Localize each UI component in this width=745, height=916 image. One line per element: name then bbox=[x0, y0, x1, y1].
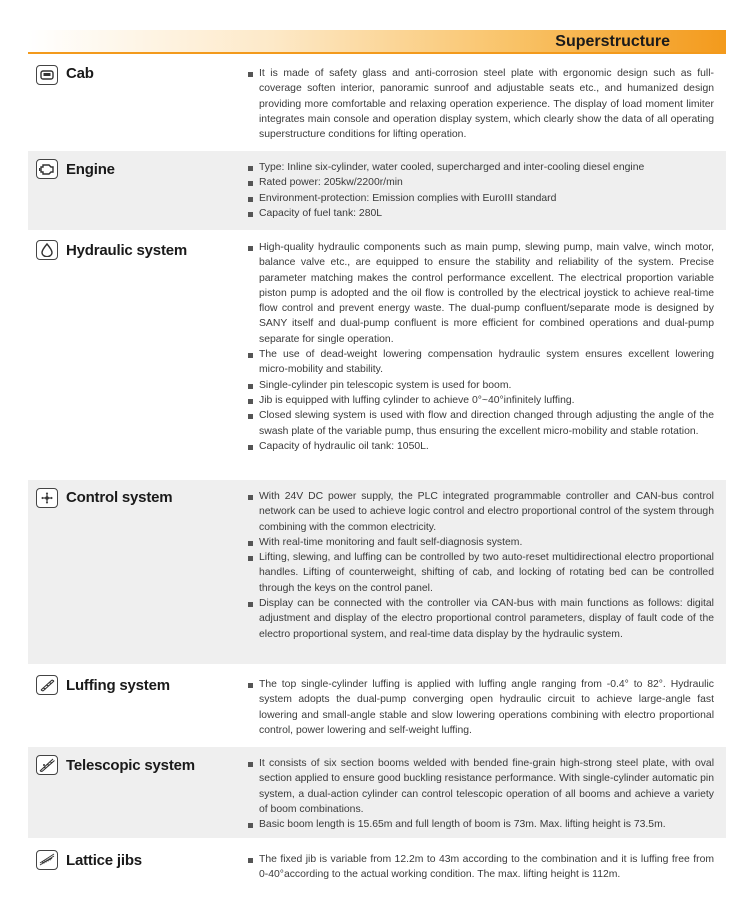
luffing-boom-icon bbox=[36, 675, 58, 695]
list-item: With 24V DC power supply, the PLC integrated programmable controller and CAN-bus control network can be used to achieve logic control and electro proportional control of the system through combining with the common electricity. bbox=[248, 489, 714, 535]
section-title: Cab bbox=[66, 65, 94, 82]
section-title: Engine bbox=[66, 161, 115, 178]
section-title: Luffing system bbox=[66, 677, 170, 694]
oil-drop-icon bbox=[36, 240, 58, 260]
section-hydraulic-system bbox=[28, 234, 726, 476]
section-title: Lattice jibs bbox=[66, 852, 142, 869]
list-item: The use of dead-weight lowering compensation hydraulic system ensures excellent lowering micro-mobility and stability. bbox=[248, 347, 714, 378]
list-item: Jib is equipped with luffing cylinder to achieve 0°~40°infinitely luffing. bbox=[248, 393, 714, 408]
bullet-list bbox=[248, 160, 714, 221]
bullet-list bbox=[248, 852, 714, 883]
list-item: It is made of safety glass and anti-corrosion steel plate with ergonomic design such as full-coverage soften interior, panoramic sunroof and adjustable seats etc., and humanized design providing more comfortable and relaxing operation experience. The display of load moment limiter integrates main console and operation display system, which clearly show the data of all operating superstructure conditions for lifting operation. bbox=[248, 66, 714, 142]
list-item: Capacity of fuel tank: 280L bbox=[248, 206, 714, 221]
bullet-list bbox=[248, 240, 714, 454]
list-item: Rated power: 205kw/2200r/min bbox=[248, 175, 714, 190]
section-header-bar bbox=[28, 30, 726, 54]
list-item: With real-time monitoring and fault self-diagnosis system. bbox=[248, 535, 714, 550]
list-item: It consists of six section booms welded with bended fine-grain high-strong steel plate, with oval section applied to ensure good buckling resistance performance. With single-cylinder automatic pin system, a dual-action cylinder can control telescopic operation of all booms and achieve a variety of boom combinations. bbox=[248, 756, 714, 817]
list-item: Basic boom length is 15.65m and full length of boom is 73m. Max. lifting height is 73.5m. bbox=[248, 817, 714, 832]
list-item: Display can be connected with the controller via CAN-bus with main functions as follows: digital adjustment and display of the electro proportional control parameters, display of fault code of the electro proportional system, and real-time data display by the hydraulic system. bbox=[248, 596, 714, 642]
telescopic-boom-icon bbox=[36, 755, 58, 775]
section-telescopic-system bbox=[28, 747, 726, 838]
list-item: Closed slewing system is used with flow and direction changed through adjusting the angle of the swash plate of the variable pump, thus ensuring the excellent micro-mobility and stable rotation. bbox=[248, 408, 714, 439]
bullet-list bbox=[248, 677, 714, 738]
section-cab bbox=[28, 58, 726, 146]
bullet-list bbox=[248, 489, 714, 642]
joystick-icon bbox=[36, 488, 58, 508]
bullet-list bbox=[248, 756, 714, 832]
bullet-list bbox=[248, 66, 714, 142]
page-title: Superstructure bbox=[555, 33, 670, 50]
list-item: Capacity of hydraulic oil tank: 1050L. bbox=[248, 439, 714, 454]
list-item: Environment-protection: Emission complies with EuroIII standard bbox=[248, 191, 714, 206]
section-lattice-jibs bbox=[28, 843, 726, 891]
lattice-jib-icon bbox=[36, 850, 58, 870]
list-item: The fixed jib is variable from 12.2m to 43m according to the combination and it is luffing free from 0-40°according to the actual working condition. The max. lifting height is 112m. bbox=[248, 852, 714, 883]
engine-icon bbox=[36, 159, 58, 179]
list-item: Type: Inline six-cylinder, water cooled, supercharged and inter-cooling diesel engine bbox=[248, 160, 714, 175]
list-item: Lifting, slewing, and luffing can be controlled by two auto-reset multidirectional electro proportional handles. Lifting of counterweight, shifting of cab, and locking of rotating bed can be controlled through the keys on the control panel. bbox=[248, 550, 714, 596]
section-title: Telescopic system bbox=[66, 757, 195, 774]
list-item: High-quality hydraulic components such as main pump, slewing pump, main valve, winch motor, balance valve etc., are equipped to ensure the stability and reliability of the system. Precise parameter matching makes the control performance excellent. The electrical proportion variable piston pump is adopted and the oil flow is controlled by the electrical joystick to achieve real-time flow control and prevent energy waste. The dual-pump confluent/separate mode is designed by SANY itself and dual-pump confluent is more efficient for combined operations and dual-pump separate for single operation. bbox=[248, 240, 714, 347]
section-engine bbox=[28, 151, 726, 230]
list-item: The top single-cylinder luffing is applied with luffing angle ranging from -0.4° to 82°. Hydraulic system adopts the dual-pump converging open hydraulic circuit to achieve large-angle fast lowering and small-angle stable and slow lowering operations combining with electro proportional control, power lowering and self-weight luffing. bbox=[248, 677, 714, 738]
list-item: Single-cylinder pin telescopic system is used for boom. bbox=[248, 378, 714, 393]
section-title: Hydraulic system bbox=[66, 242, 188, 259]
section-luffing-system bbox=[28, 668, 726, 742]
section-control-system bbox=[28, 480, 726, 664]
section-title: Control system bbox=[66, 489, 173, 506]
cab-icon bbox=[36, 65, 58, 85]
